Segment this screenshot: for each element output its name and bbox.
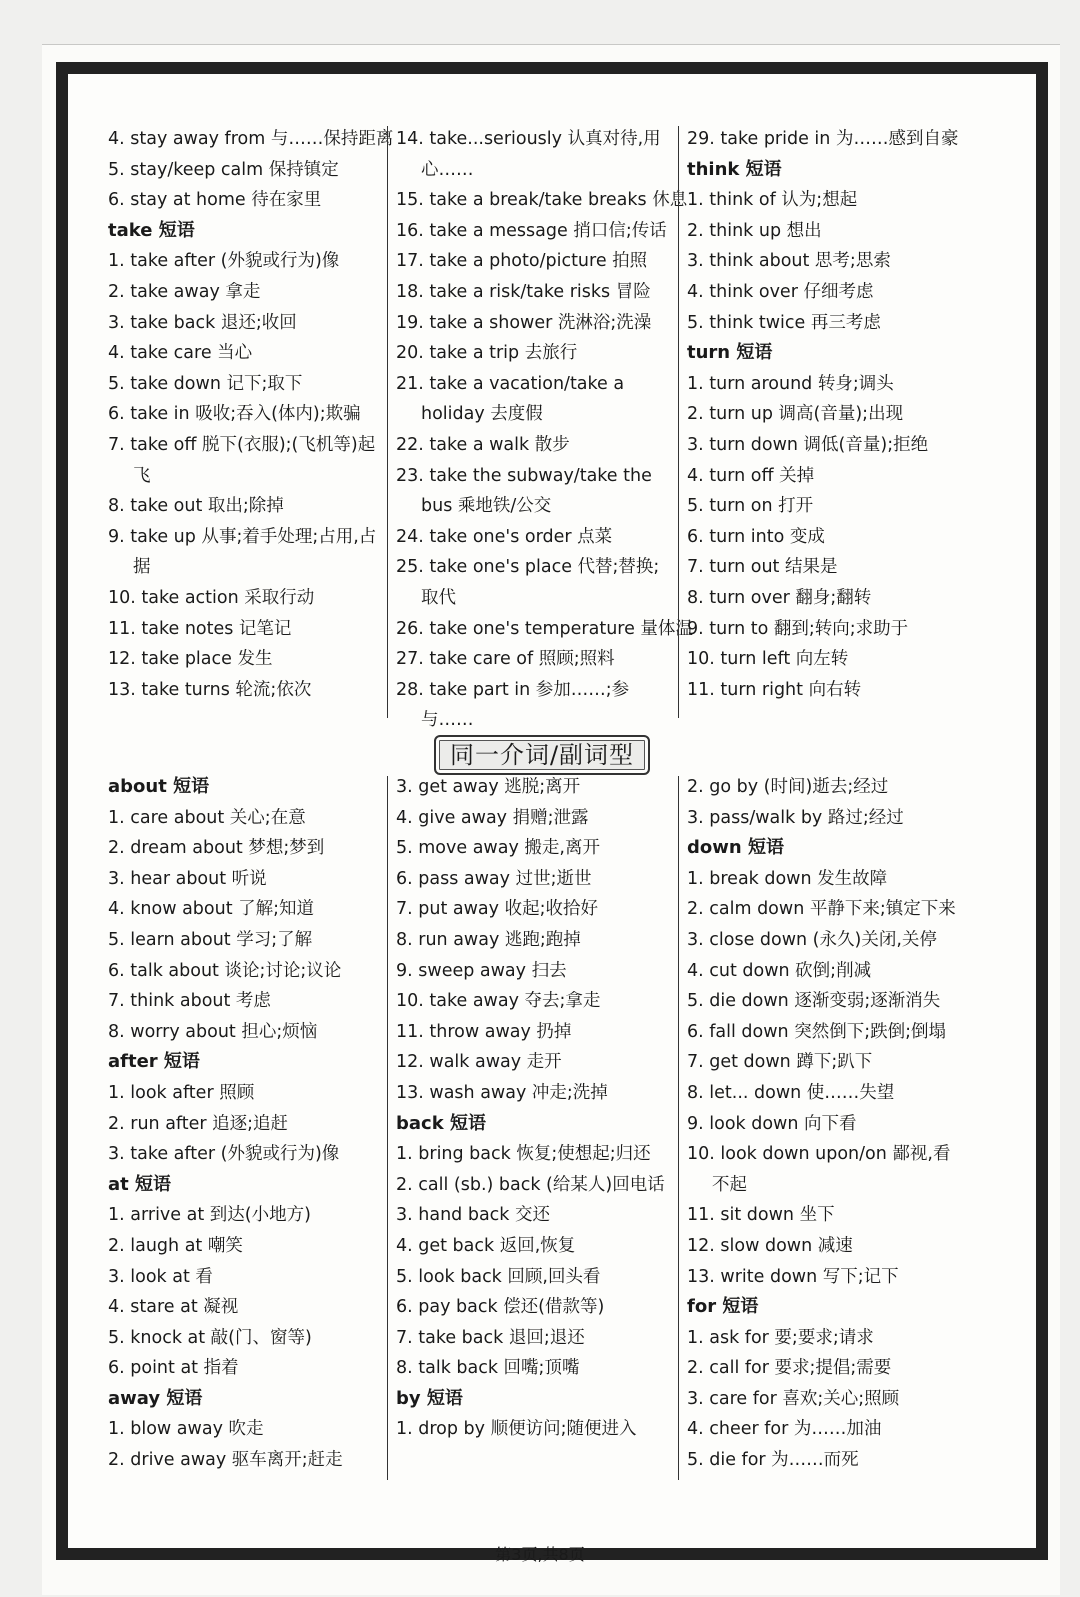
category-heading: after 短语 (108, 1051, 200, 1073)
phrase-entry: 22. take a walk 散步 (396, 434, 570, 455)
category-heading: take 短语 (108, 219, 195, 241)
phrase-entry: 7. take back 退回;退还 (396, 1327, 585, 1348)
phrase-entry: 7. take off 脱下(衣服);(飞机等)起飞 (108, 434, 376, 486)
category-heading: back 短语 (396, 1112, 486, 1134)
category-heading: turn 短语 (687, 342, 773, 364)
phrase-entry: 2. call for 要求;提倡;需要 (687, 1358, 892, 1379)
phrase-entry: 11. sit down 坐下 (687, 1205, 835, 1226)
phrase-entry: 24. take one's order 点菜 (396, 526, 613, 547)
phrase-entry: 4. stay away from 与……保持距离 (108, 129, 394, 149)
phrase-entry: 1. turn around 转身;调头 (687, 373, 894, 394)
phrase-entry: 1. arrive at 到达(小地方) (108, 1205, 311, 1226)
phrase-entry: 5. learn about 学习;了解 (108, 929, 313, 950)
phrase-entry: 2. run after 追逐;追赶 (108, 1113, 289, 1134)
phrase-entry: 8. take out 取出;除掉 (108, 496, 284, 517)
phrase-entry: 11. turn right 向右转 (687, 679, 862, 700)
phrase-entry: 5. stay/keep calm 保持镇定 (108, 159, 339, 180)
phrase-entry: 1. ask for 要;要求;请求 (687, 1327, 874, 1348)
phrase-entry: 4. know about 了解;知道 (108, 899, 315, 920)
phrase-entry: 6. stay at home 待在家里 (108, 190, 322, 211)
phrase-entry: 3. think about 思考;思索 (687, 251, 891, 272)
phrase-entry: 2. turn up 调高(音量);出现 (687, 404, 904, 425)
phrase-entry: 2. think up 想出 (687, 220, 822, 241)
phrase-entry: 3. hand back 交还 (396, 1205, 550, 1226)
phrase-entry: 10. take away 夺去;拿走 (396, 991, 601, 1012)
phrase-entry: 1. bring back 恢复;使想起;归还 (396, 1144, 651, 1165)
phrase-entry: 11. take notes 记笔记 (108, 618, 292, 639)
phrase-entry: 6. turn into 变成 (687, 526, 825, 547)
phrase-entry: 23. take the subway/take the bus 乘地铁/公交 (396, 465, 652, 517)
phrase-entry: 5. die for 为……而死 (687, 1450, 859, 1471)
phrase-entry: 20. take a trip 去旅行 (396, 343, 578, 364)
phrase-entry: 4. stare at 凝视 (108, 1297, 239, 1318)
phrase-entry: 1. think of 认为;想起 (687, 190, 858, 211)
phrase-entry: 8. worry about 担心;烦恼 (108, 1021, 318, 1042)
phrase-entry: 1. drop by 顺便访问;随便进入 (396, 1419, 637, 1440)
category-heading: for 短语 (687, 1296, 759, 1318)
phrase-entry: 7. turn out 结果是 (687, 557, 838, 578)
phrase-entry: 2. drive away 驱车离开;赶走 (108, 1450, 343, 1471)
phrase-entry: 4. give away 捐赠;泄露 (396, 807, 589, 828)
phrase-entry: 6. talk about 谈论;讨论;议论 (108, 960, 342, 981)
phrase-entry: 5. take down 记下;取下 (108, 373, 303, 394)
phrase-entry: 7. think about 考虑 (108, 991, 271, 1012)
phrase-entry: 13. write down 写下;记下 (687, 1266, 899, 1287)
phrase-entry: 3. take back 退还;收回 (108, 312, 297, 333)
phrase-entry: 1. blow away 吹走 (108, 1419, 264, 1440)
phrase-entry: 7. put away 收起;收拾好 (396, 899, 598, 920)
phrase-entry: 10. take action 采取行动 (108, 587, 315, 608)
phrase-entry: 14. take...seriously 认真对待,用心…… (396, 129, 661, 180)
phrase-entry: 12. walk away 走开 (396, 1052, 562, 1073)
bottom-right-column (687, 772, 967, 1476)
category-heading: away 短语 (108, 1387, 203, 1409)
phrase-entry: 2. dream about 梦想;梦到 (108, 838, 325, 859)
phrase-entry: 5. knock at 敲(门、窗等) (108, 1327, 312, 1348)
phrase-entry: 3. pass/walk by 路过;经过 (687, 807, 904, 828)
phrase-entry: 8. run away 逃跑;跑掉 (396, 929, 581, 950)
phrase-entry: 1. take after (外貌或行为)像 (108, 251, 340, 272)
phrase-entry: 26. take one's temperature 量体温 (396, 618, 693, 639)
phrase-entry: 4. turn off 关掉 (687, 465, 815, 486)
phrase-entry: 5. look back 回顾,回头看 (396, 1266, 601, 1287)
category-heading: by 短语 (396, 1387, 463, 1409)
phrase-entry: 5. think twice 再三考虑 (687, 312, 881, 333)
phrase-entry: 2. go by (时间)逝去;经过 (687, 777, 889, 797)
phrase-entry: 12. slow down 减速 (687, 1235, 853, 1256)
phrase-entry: 8. turn over 翻身;翻转 (687, 587, 872, 608)
section-title: 同一介词/副词型 (434, 735, 650, 775)
phrase-entry: 27. take care of 照顾;照料 (396, 649, 615, 670)
phrase-entry: 6. point at 指着 (108, 1358, 239, 1379)
phrase-entry: 6. take in 吸收;吞入(体内);欺骗 (108, 404, 361, 425)
phrase-entry: 18. take a risk/take risks 冒险 (396, 281, 651, 302)
phrase-entry: 15. take a break/take breaks 休息 (396, 190, 688, 211)
phrase-entry: 4. cut down 砍倒;削减 (687, 960, 872, 981)
phrase-entry: 9. turn to 翻到;转向;求助于 (687, 618, 909, 639)
phrase-entry: 29. take pride in 为……感到自豪 (687, 129, 959, 149)
phrase-entry: 5. turn on 打开 (687, 496, 814, 517)
category-heading: down 短语 (687, 837, 784, 859)
phrase-entry: 6. fall down 突然倒下;跌倒;倒塌 (687, 1021, 947, 1042)
phrase-entry: 21. take a vacation/take a holiday 去度假 (396, 373, 625, 425)
top-left-column (108, 124, 394, 705)
phrase-entry: 19. take a shower 洗淋浴;洗澡 (396, 312, 652, 333)
phrase-entry: 2. calm down 平静下来;镇定下来 (687, 899, 956, 920)
phrase-entry: 13. take turns 轮流;依次 (108, 679, 312, 700)
phrase-entry: 5. move away 搬走,离开 (396, 838, 600, 859)
phrase-entry: 1. care about 关心;在意 (108, 807, 306, 828)
phrase-entry: 3. care for 喜欢;关心;照顾 (687, 1388, 900, 1409)
category-heading: about 短语 (108, 776, 210, 797)
phrase-entry: 2. call (sb.) back (给某人)回电话 (396, 1174, 665, 1195)
phrase-entry: 8. talk back 回嘴;顶嘴 (396, 1358, 580, 1379)
phrase-entry: 4. get back 返回,恢复 (396, 1235, 576, 1256)
phrase-entry: 12. take place 发生 (108, 649, 273, 670)
phrase-entry: 2. take away 拿走 (108, 281, 261, 302)
phrase-entry: 4. think over 仔细考虑 (687, 281, 874, 302)
phrase-entry: 11. throw away 扔掉 (396, 1021, 572, 1042)
phrase-entry: 17. take a photo/picture 拍照 (396, 251, 648, 272)
phrase-entry: 9. sweep away 扫去 (396, 960, 567, 981)
phrase-entry: 10. look down upon/on 鄙视,看不起 (687, 1144, 951, 1195)
phrase-entry: 8. let... down 使……失望 (687, 1082, 895, 1103)
phrase-entry: 3. close down (永久)关闭,关停 (687, 929, 937, 950)
phrase-entry: 3. turn down 调低(音量);拒绝 (687, 434, 929, 455)
phrase-entry: 5. die down 逐渐变弱;逐渐消失 (687, 991, 941, 1012)
phrase-entry: 1. look after 照顾 (108, 1082, 255, 1103)
phrase-entry: 3. take after (外貌或行为)像 (108, 1144, 340, 1165)
phrase-entry: 9. take up 从事;着手处理;占用,占据 (108, 526, 377, 578)
top-middle-column (396, 124, 693, 736)
phrase-entry: 10. turn left 向左转 (687, 649, 849, 670)
column-divider-top-2 (678, 126, 679, 718)
bottom-middle-column (396, 772, 671, 1445)
phrase-entry: 3. look at 看 (108, 1266, 213, 1287)
phrase-entry: 13. wash away 冲走;洗掉 (396, 1082, 608, 1103)
page-number: 第3页,共8页 (495, 1545, 585, 1564)
column-divider-bottom-1 (387, 776, 388, 1480)
top-right-column (687, 124, 967, 705)
phrase-entry: 9. look down 向下看 (687, 1113, 857, 1134)
phrase-entry: 4. cheer for 为……加油 (687, 1419, 882, 1440)
phrase-entry: 6. pay back 偿还(借款等) (396, 1297, 605, 1318)
phrase-entry: 3. get away 逃脱;离开 (396, 777, 581, 797)
phrase-entry: 28. take part in 参加……;参与…… (396, 679, 630, 731)
column-divider-top-1 (387, 126, 388, 718)
phrase-entry: 1. break down 发生故障 (687, 868, 888, 889)
bottom-left-column (108, 772, 383, 1476)
phrase-entry: 2. laugh at 嘲笑 (108, 1235, 243, 1256)
phrase-entry: 3. hear about 听说 (108, 868, 267, 889)
phrase-entry: 4. take care 当心 (108, 343, 253, 364)
phrase-entry: 16. take a message 捎口信;传话 (396, 220, 667, 241)
category-heading: at 短语 (108, 1173, 172, 1195)
phrase-entry: 6. pass away 过世;逝世 (396, 868, 592, 889)
phrase-entry: 25. take one's place 代替;替换;取代 (396, 557, 660, 608)
column-divider-bottom-2 (678, 776, 679, 1480)
category-heading: think 短语 (687, 158, 782, 180)
phrase-entry: 7. get down 蹲下;趴下 (687, 1052, 873, 1073)
